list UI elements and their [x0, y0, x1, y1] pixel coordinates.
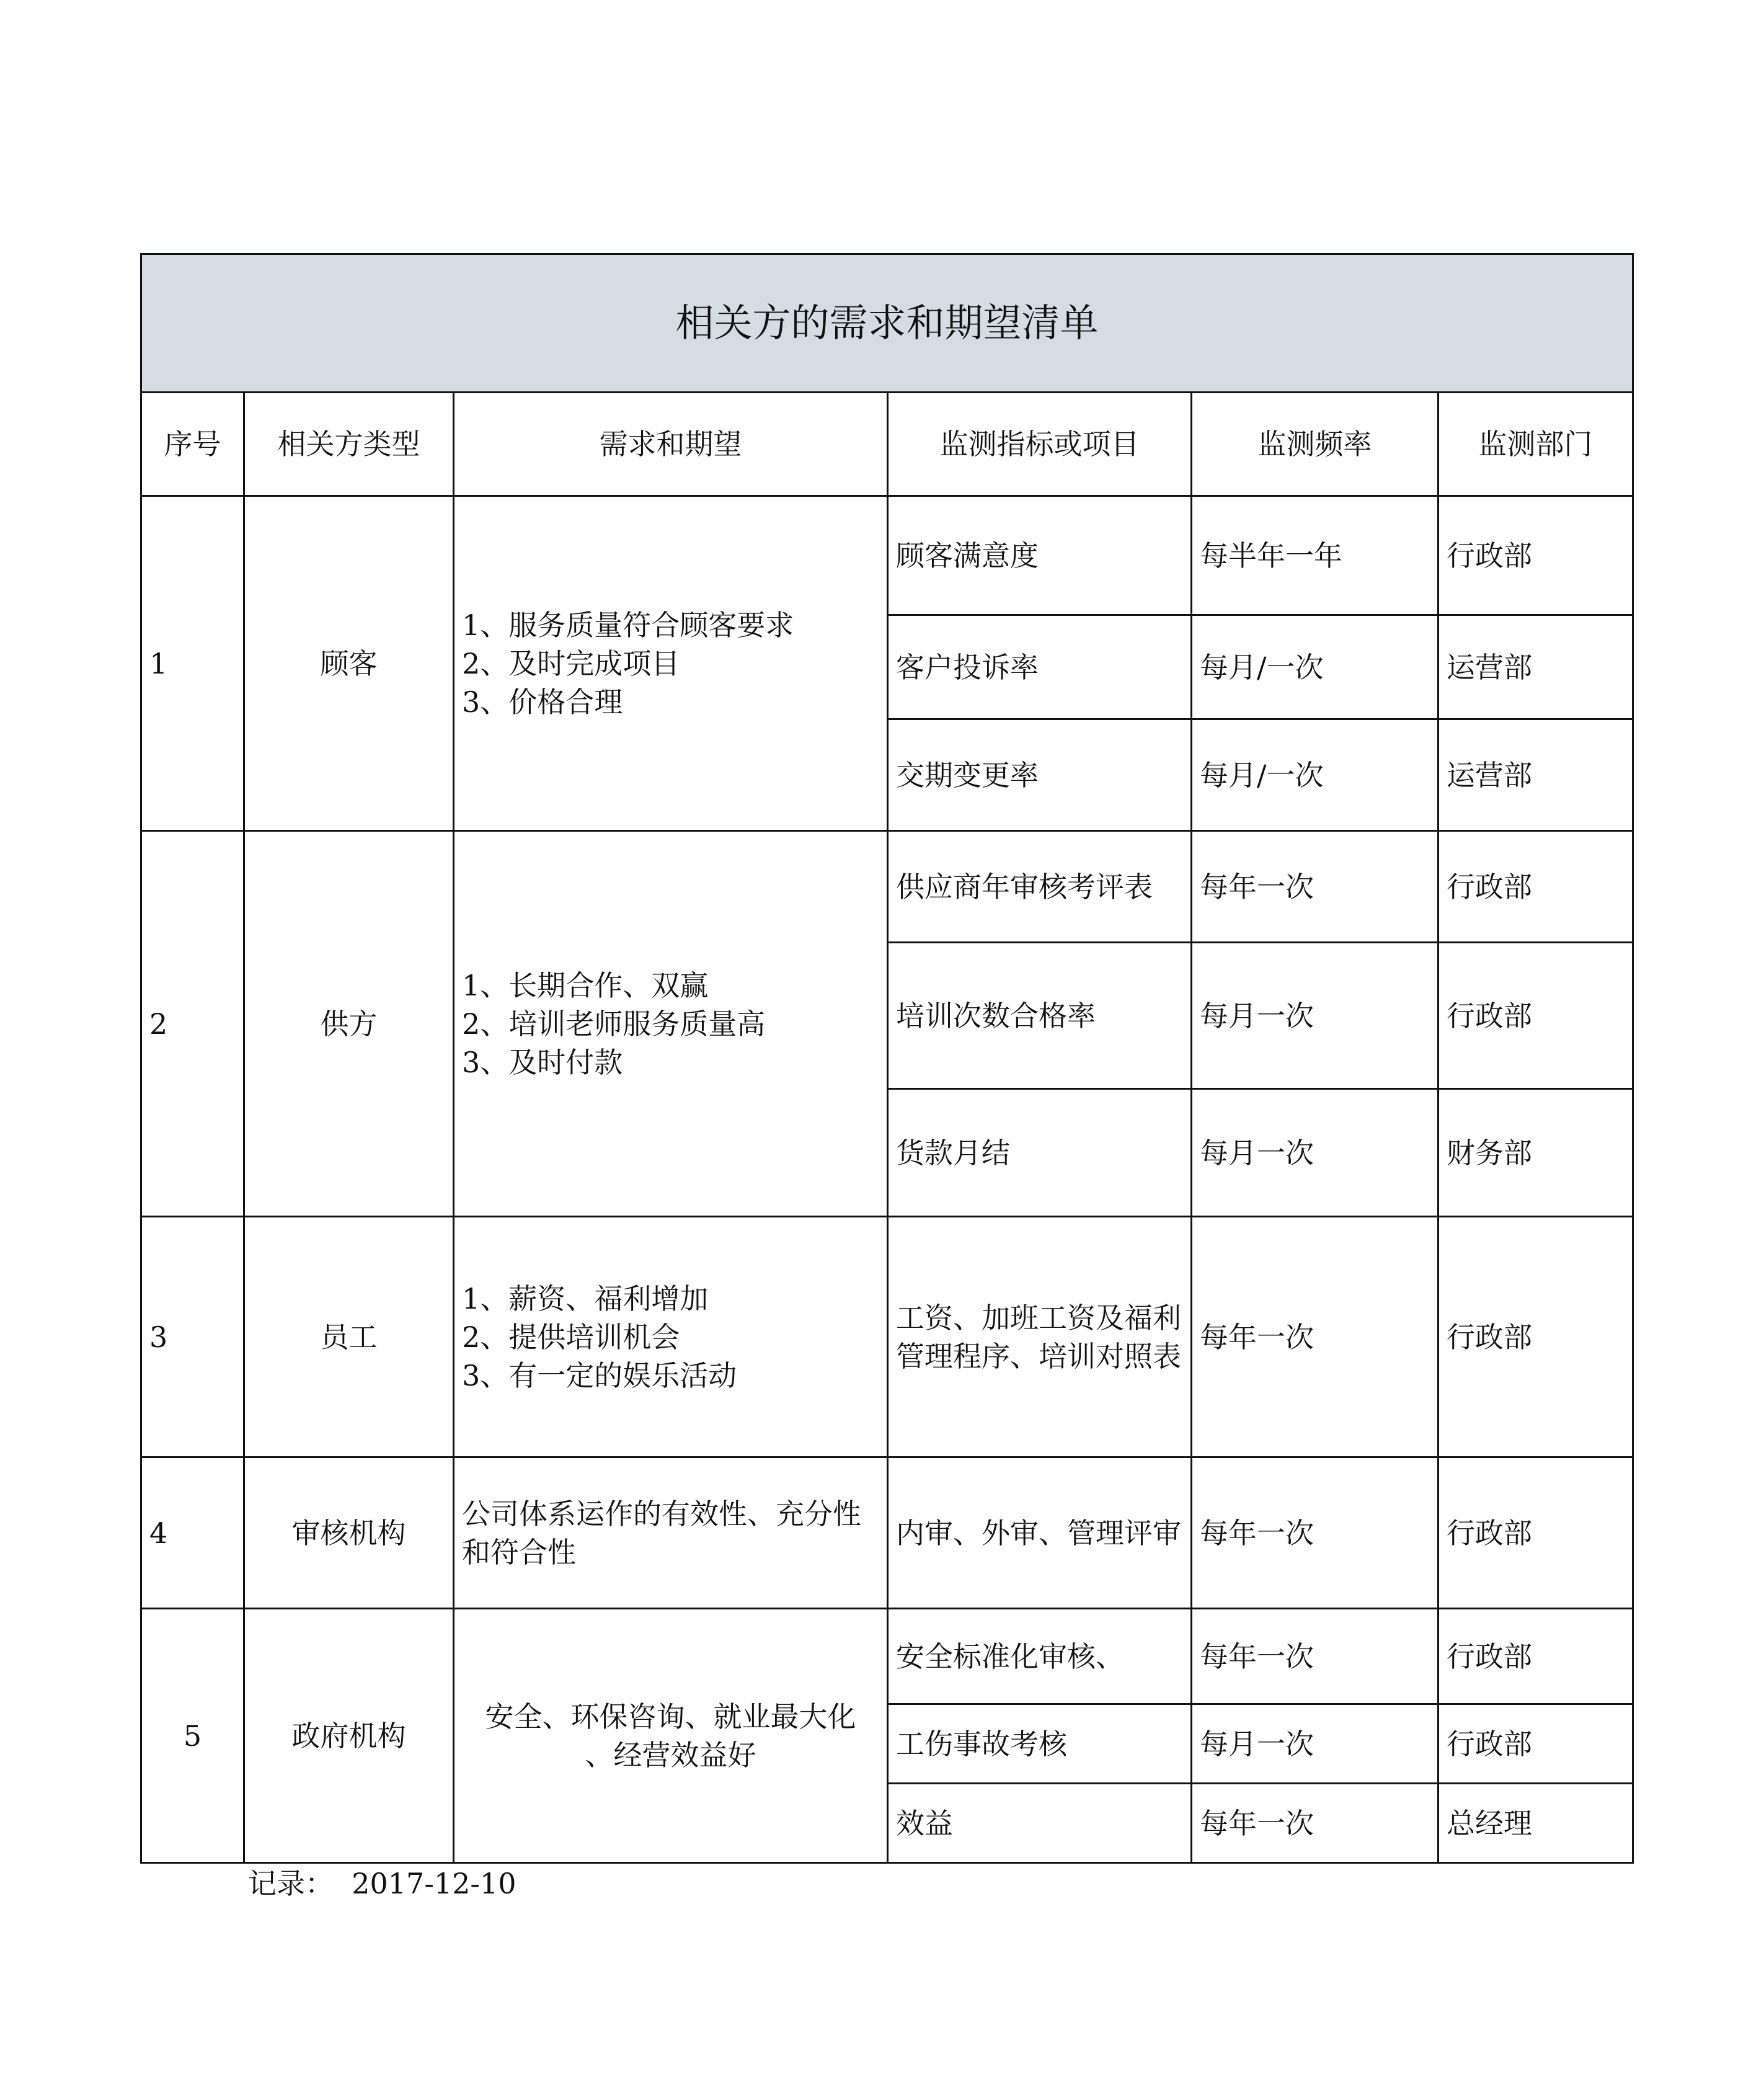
header-row: [141, 393, 1633, 496]
table-row: [141, 1609, 1633, 1704]
header-frequency: 监测频率: [1192, 393, 1438, 496]
seq-cell: 2: [141, 831, 244, 1217]
needs-cell: 1、薪资、福利增加 2、提供培训机会 3、有一定的娱乐活动: [454, 1217, 888, 1457]
department-cell: 行政部: [1438, 1217, 1633, 1457]
type-cell: 政府机构: [244, 1609, 454, 1863]
frequency-cell: 每年一次: [1192, 1217, 1438, 1457]
indicator-cell: 效益: [888, 1784, 1192, 1863]
header-type: 相关方类型: [244, 393, 454, 496]
indicator-cell: 内审、外审、管理评审: [888, 1457, 1192, 1609]
sheet-title: 相关方的需求和期望清单: [141, 254, 1633, 393]
seq-cell: 4: [141, 1457, 244, 1609]
frequency-cell: 每月一次: [1192, 943, 1438, 1089]
needs-cell: 1、服务质量符合顾客要求 2、及时完成项目 3、价格合理: [454, 496, 888, 831]
type-cell: 供方: [244, 831, 454, 1217]
indicator-cell: 培训次数合格率: [888, 943, 1192, 1089]
frequency-cell: 每月/一次: [1192, 719, 1438, 831]
table-row: [141, 1457, 1633, 1609]
frequency-cell: 每月一次: [1192, 1704, 1438, 1784]
seq-cell: 5: [141, 1609, 244, 1863]
department-cell: 行政部: [1438, 943, 1633, 1089]
department-cell: 运营部: [1438, 615, 1633, 719]
type-cell: 员工: [244, 1217, 454, 1457]
frequency-cell: 每月一次: [1192, 1089, 1438, 1217]
needs-cell: 公司体系运作的有效性、充分性和符合性: [454, 1457, 888, 1609]
requirements-table: [140, 253, 1634, 1864]
indicator-cell: 供应商年审核考评表: [888, 831, 1192, 943]
header-needs: 需求和期望: [454, 393, 888, 496]
frequency-cell: 每年一次: [1192, 1457, 1438, 1609]
header-seq: 序号: [141, 393, 244, 496]
needs-cell: 1、长期合作、双赢 2、培训老师服务质量高 3、及时付款: [454, 831, 888, 1217]
frequency-cell: 每年一次: [1192, 1784, 1438, 1863]
department-cell: 行政部: [1438, 1704, 1633, 1784]
indicator-cell: 工资、加班工资及福利管理程序、培训对照表: [888, 1217, 1192, 1457]
table-row: [141, 831, 1633, 943]
seq-cell: 3: [141, 1217, 244, 1457]
record-label: 记录：: [248, 1867, 334, 1900]
header-indicator: 监测指标或项目: [888, 393, 1192, 496]
title-row: [141, 254, 1633, 393]
table-row: [141, 1217, 1633, 1457]
needs-cell: 安全、环保咨询、就业最大化 、经营效益好: [454, 1609, 888, 1863]
frequency-cell: 每年一次: [1192, 831, 1438, 943]
indicator-cell: 安全标准化审核、: [888, 1609, 1192, 1704]
type-cell: 顾客: [244, 496, 454, 831]
indicator-cell: 工伤事故考核: [888, 1704, 1192, 1784]
indicator-cell: 交期变更率: [888, 719, 1192, 831]
frequency-cell: 每年一次: [1192, 1609, 1438, 1704]
indicator-cell: 客户投诉率: [888, 615, 1192, 719]
department-cell: 行政部: [1438, 496, 1633, 615]
department-cell: 行政部: [1438, 1609, 1633, 1704]
department-cell: 财务部: [1438, 1089, 1633, 1217]
frequency-cell: 每半年一年: [1192, 496, 1438, 615]
frequency-cell: 每月/一次: [1192, 615, 1438, 719]
department-cell: 行政部: [1438, 1457, 1633, 1609]
table-row: [141, 496, 1633, 615]
type-cell: 审核机构: [244, 1457, 454, 1609]
header-department: 监测部门: [1438, 393, 1633, 496]
department-cell: 行政部: [1438, 831, 1633, 943]
indicator-cell: 顾客满意度: [888, 496, 1192, 615]
seq-cell: 1: [141, 496, 244, 831]
record-footer: [248, 1864, 516, 1903]
department-cell: 运营部: [1438, 719, 1633, 831]
indicator-cell: 货款月结: [888, 1089, 1192, 1217]
record-date: 2017-12-10: [352, 1867, 516, 1900]
department-cell: 总经理: [1438, 1784, 1633, 1863]
